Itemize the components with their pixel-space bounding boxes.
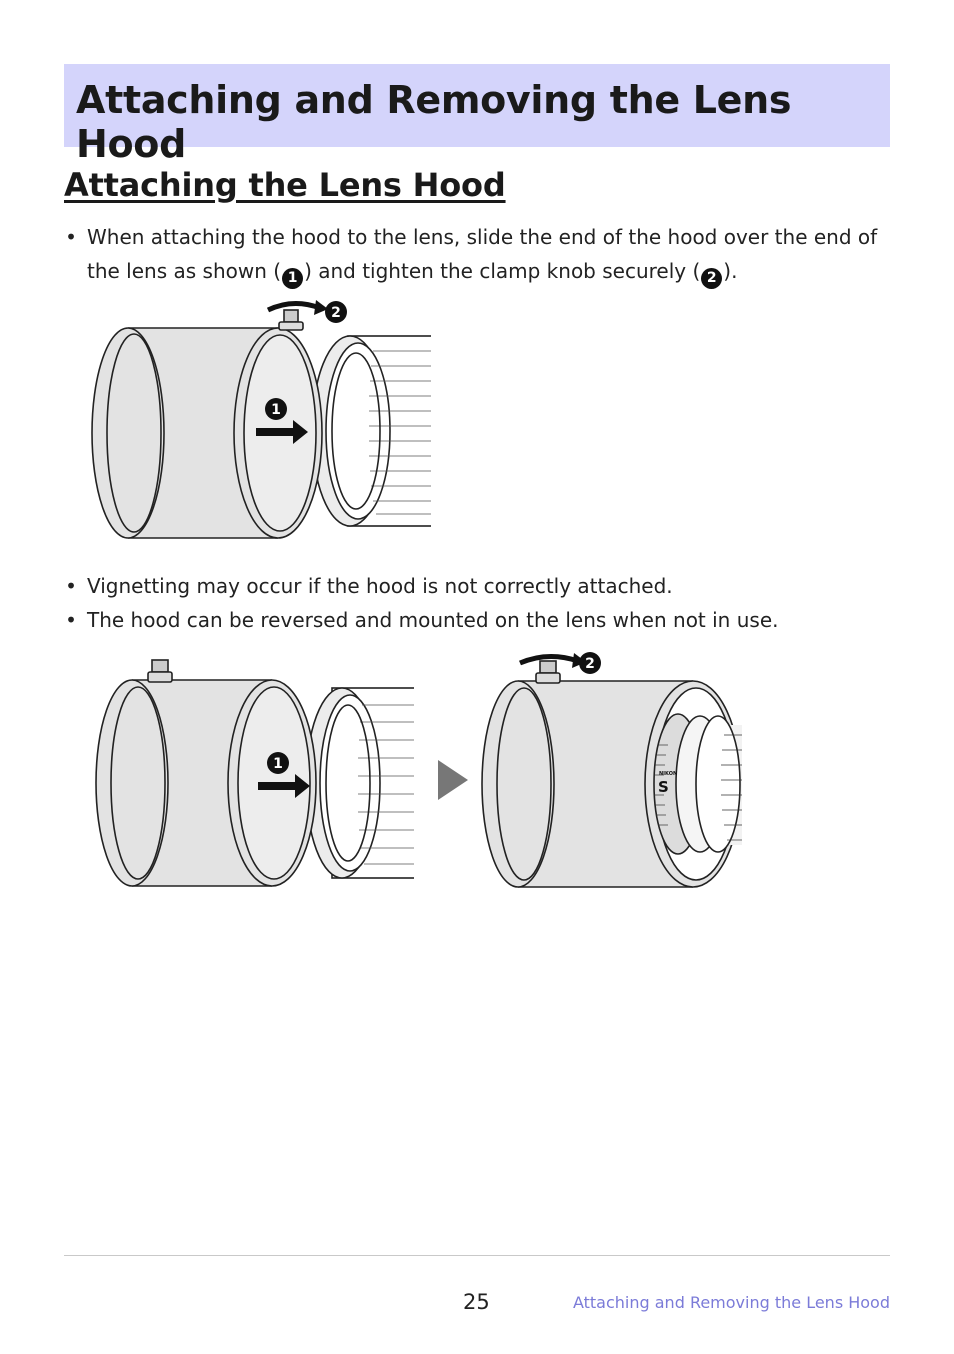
s-line-mark: S <box>658 778 669 796</box>
bullet-line-1: When attaching the hood to the lens, slide the end of the hood over the end of <box>87 225 878 249</box>
bullet-line-2-part-a: the lens as shown ( <box>87 259 282 283</box>
bullet-text: The hood can be reversed and mounted on the lens when not in use. <box>87 608 779 632</box>
bullet-marker: • <box>65 225 77 249</box>
clamp-knob <box>520 653 586 683</box>
bullet-marker: • <box>65 608 77 632</box>
clamp-knob <box>268 300 328 330</box>
page-title: Attaching and Removing the Lens Hood <box>76 78 792 166</box>
clamp-knob <box>148 660 172 682</box>
bullet-line-2-part-c: ). <box>723 259 738 283</box>
footer-divider <box>64 1255 890 1256</box>
figure-attach-hood <box>88 296 438 546</box>
step-1-badge-label: 1 <box>273 756 283 772</box>
lens-body <box>306 688 417 878</box>
bullet-line-2-part-b: ) and tighten the clamp knob securely ( <box>304 259 701 283</box>
page-title-band <box>64 64 890 166</box>
figure-reverse-hood-step1 <box>92 650 417 895</box>
next-step-arrow-icon <box>436 758 470 802</box>
bullet-text: Vignetting may occur if the hood is not correctly attached. <box>87 574 673 598</box>
bullet-line-2 <box>87 254 737 289</box>
footer-section-link[interactable]: Attaching and Removing the Lens Hood <box>572 1293 890 1312</box>
step-2-badge-label: 2 <box>331 305 341 321</box>
step-1-icon: 1 <box>282 268 303 289</box>
figure-reverse-hood-step2 <box>478 645 748 895</box>
section-title: Attaching the Lens Hood <box>64 166 506 204</box>
step-1-badge-label: 1 <box>271 402 281 418</box>
step-2-icon: 2 <box>701 268 722 289</box>
brand-mark: NIKON <box>659 771 678 777</box>
step-2-badge-label: 2 <box>585 656 595 672</box>
page-number: 25 <box>463 1290 490 1314</box>
lens-body <box>312 336 438 526</box>
bullet-marker: • <box>65 574 77 598</box>
